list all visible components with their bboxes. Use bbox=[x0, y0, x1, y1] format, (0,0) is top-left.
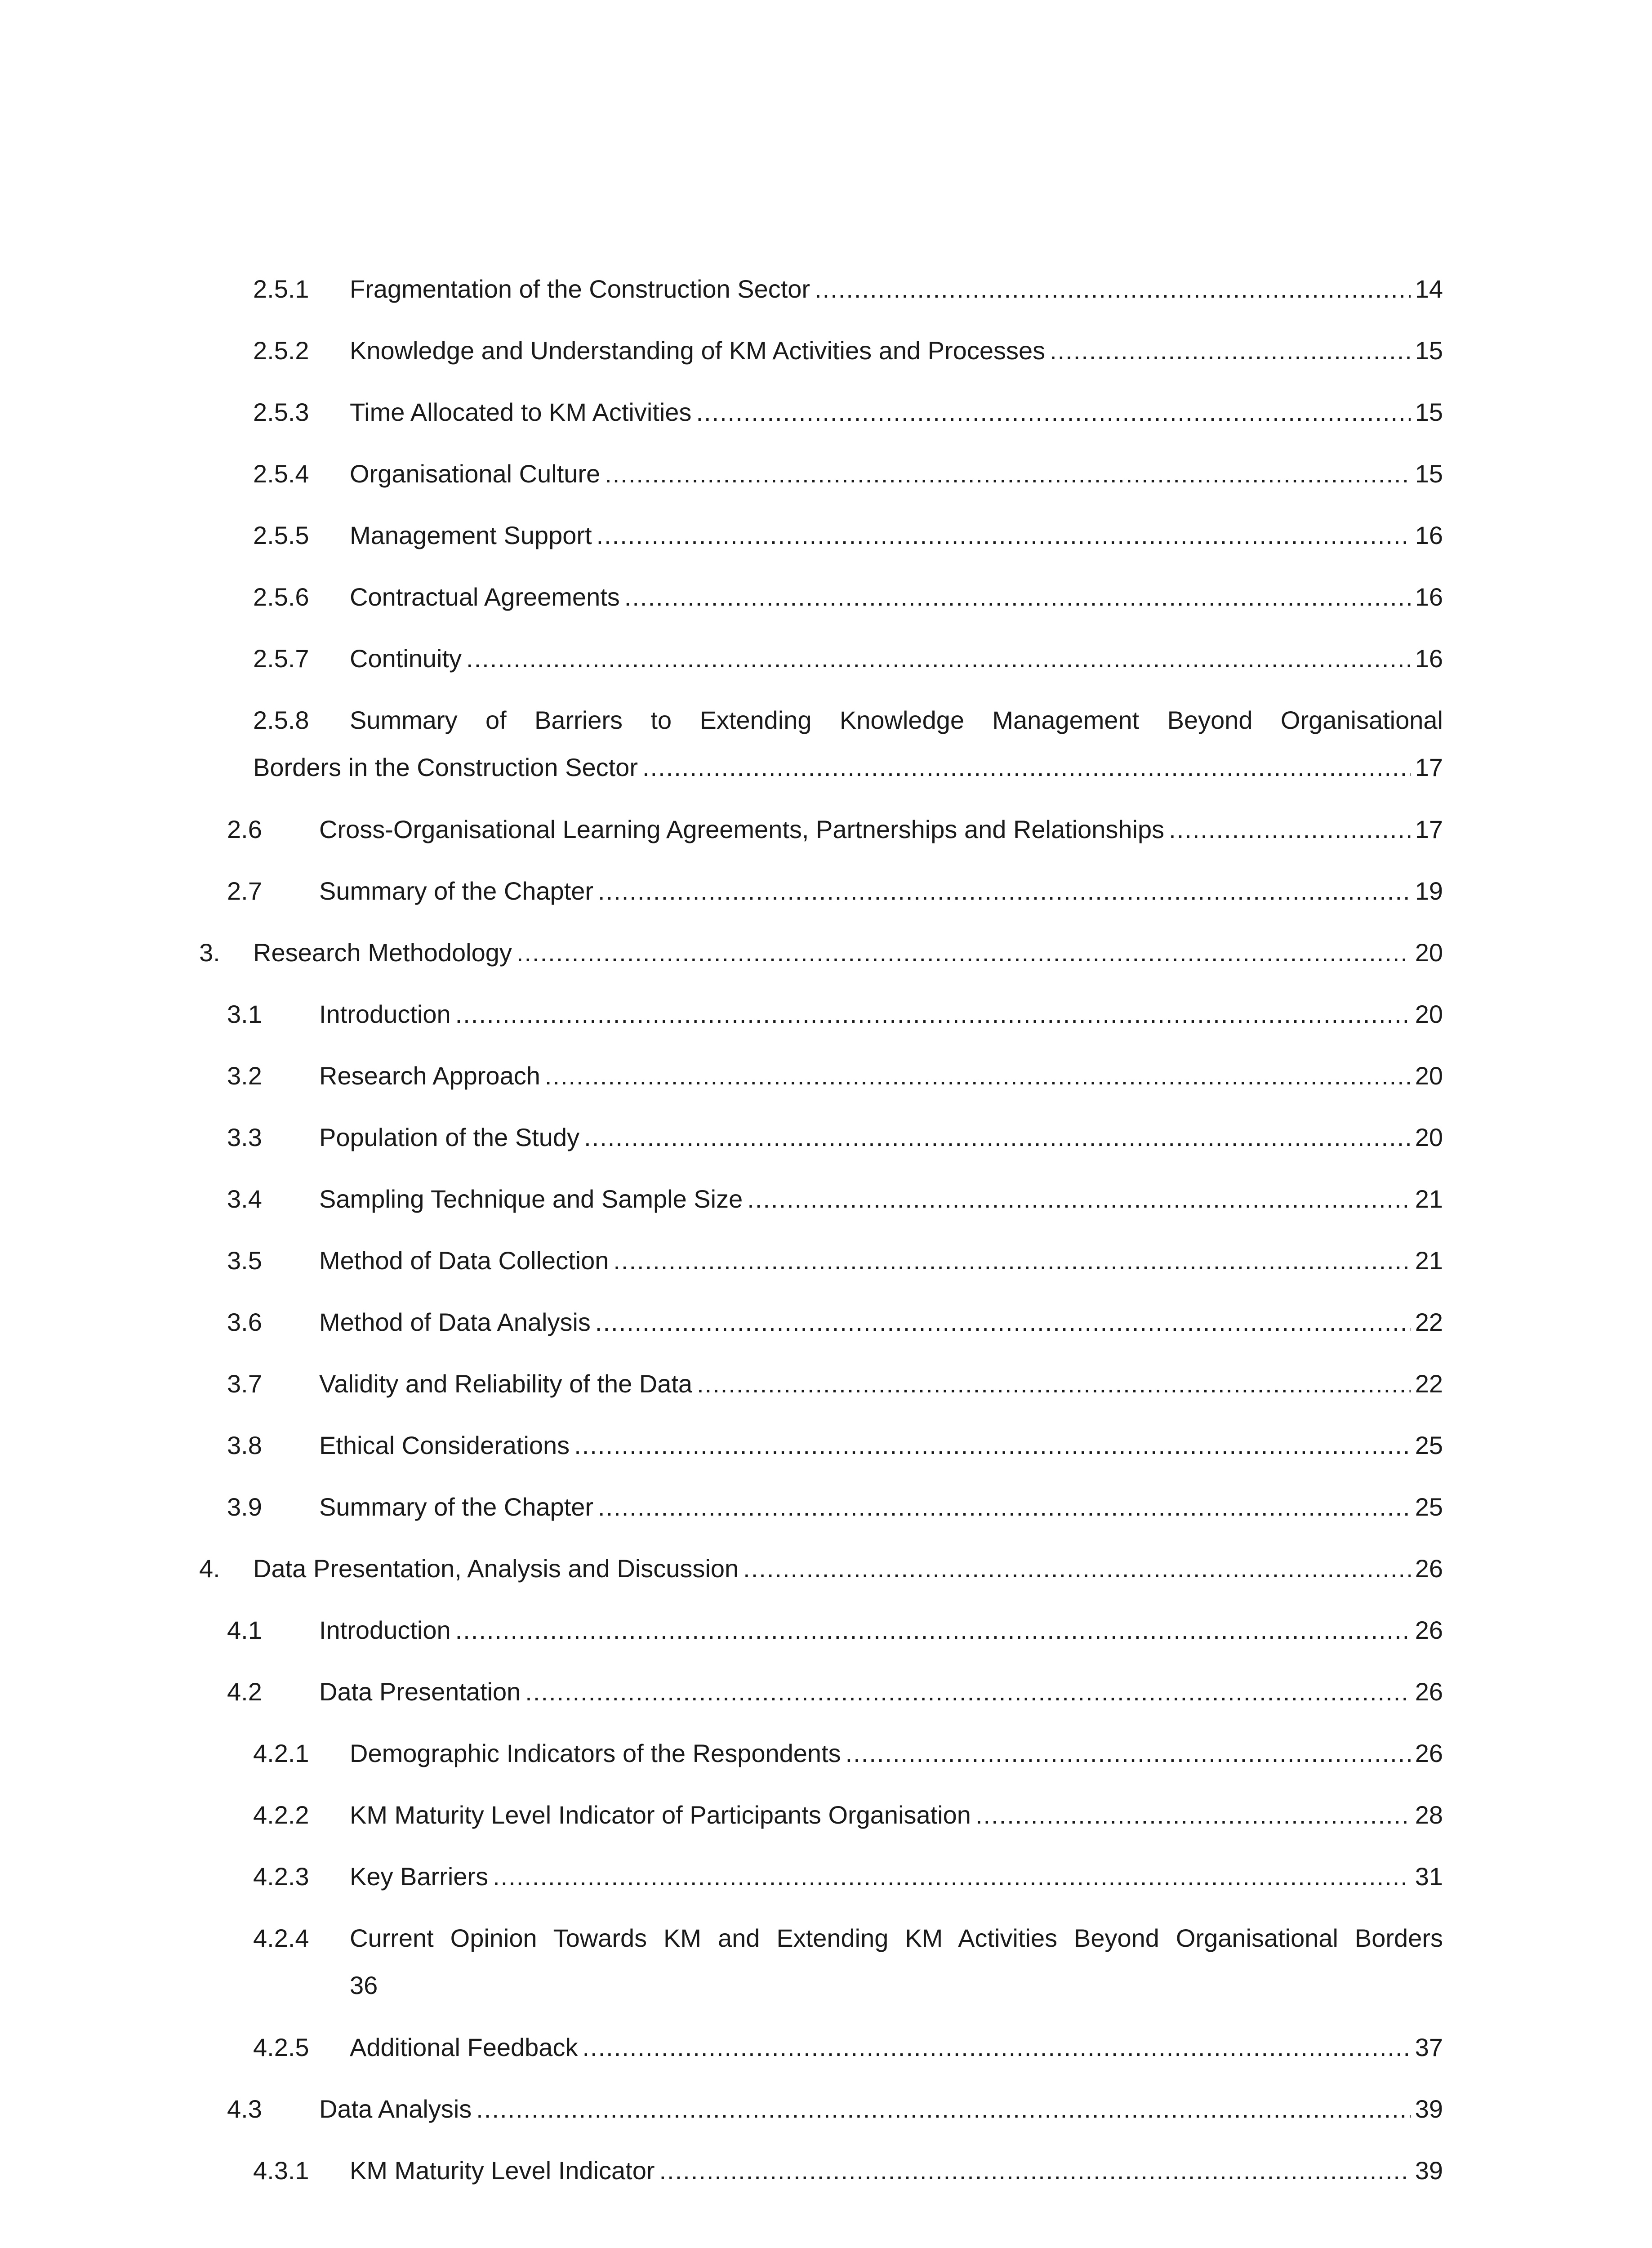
toc-entry-number: 2.5.2 bbox=[253, 336, 309, 365]
toc-entry-title-line1: Current Opinion Towards KM and Extending KM Activities Beyond Organisational Borders bbox=[350, 1924, 1443, 1952]
toc-entry-3-9[interactable] bbox=[227, 1494, 1443, 1548]
toc-entry-page: 16 bbox=[1415, 583, 1443, 611]
toc-entry-title: Contractual Agreements bbox=[350, 583, 620, 611]
toc-entry-number: 4.3.1 bbox=[253, 2156, 309, 2185]
toc-entry-number: 3. bbox=[199, 938, 220, 967]
toc-entry-number: 4.2.2 bbox=[253, 1801, 309, 1829]
toc-entry-4[interactable] bbox=[199, 1556, 1443, 1610]
toc-entry-3-5[interactable] bbox=[227, 1248, 1443, 1302]
dot-leader bbox=[545, 1063, 1411, 1088]
toc-entry-page: 26 bbox=[1415, 1739, 1443, 1767]
toc-entry-page: 25 bbox=[1415, 1493, 1443, 1521]
toc-entry-3-1[interactable] bbox=[227, 1002, 1443, 1056]
toc-entry-page: 15 bbox=[1415, 398, 1443, 426]
toc-entry-number: 2.5.8 bbox=[253, 706, 309, 734]
dot-leader bbox=[1169, 817, 1411, 842]
toc-entry-page: 22 bbox=[1415, 1369, 1443, 1398]
toc-entry-number: 4.1 bbox=[227, 1616, 262, 1644]
toc-entry-page: 21 bbox=[1415, 1185, 1443, 1213]
toc-entry-title: Ethical Considerations bbox=[319, 1431, 570, 1459]
toc-entry-title: Data Presentation bbox=[319, 1677, 521, 1706]
toc-entry-number: 4.3 bbox=[227, 2095, 262, 2123]
dot-leader bbox=[659, 2158, 1410, 2183]
toc-entry-title: Validity and Reliability of the Data bbox=[319, 1369, 693, 1398]
dot-leader bbox=[747, 1186, 1410, 1212]
toc-entry-title: Additional Feedback bbox=[350, 2033, 578, 2061]
toc-entry-3-8[interactable] bbox=[227, 1433, 1443, 1487]
toc-entry-title: Key Barriers bbox=[350, 1862, 489, 1891]
toc-entry-title: Introduction bbox=[319, 1616, 451, 1644]
toc-entry-4-3-1[interactable] bbox=[253, 2158, 1443, 2212]
toc-entry-title: Time Allocated to KM Activities bbox=[350, 398, 692, 426]
toc-entry-title: Population of the Study bbox=[319, 1123, 580, 1151]
toc-entry-number: 2.5.7 bbox=[253, 644, 309, 673]
toc-entry-number: 3.8 bbox=[227, 1431, 262, 1459]
toc-entry-number: 3.4 bbox=[227, 1185, 262, 1213]
toc-entry-3-2[interactable] bbox=[227, 1063, 1443, 1117]
toc-entry-page: 15 bbox=[1415, 459, 1443, 488]
dot-leader bbox=[697, 1371, 1411, 1396]
toc-entry-4-3[interactable] bbox=[227, 2096, 1443, 2150]
toc-entry-3[interactable] bbox=[199, 940, 1443, 994]
toc-entry-page: 17 bbox=[1415, 815, 1443, 843]
toc-entry-number: 4.2.3 bbox=[253, 1862, 309, 1891]
dot-leader bbox=[493, 1864, 1411, 1889]
toc-entry-3-7[interactable] bbox=[227, 1371, 1443, 1425]
toc-entry-title: Data Analysis bbox=[319, 2095, 472, 2123]
toc-entry-page: 39 bbox=[1415, 2095, 1443, 2123]
dot-leader bbox=[517, 940, 1411, 965]
toc-entry-title: Sampling Technique and Sample Size bbox=[319, 1185, 743, 1213]
toc-entry-number: 4. bbox=[199, 1554, 220, 1583]
toc-entry-page: 16 bbox=[1415, 521, 1443, 549]
dot-leader bbox=[574, 1433, 1411, 1458]
toc-entry-page: 26 bbox=[1415, 1554, 1443, 1583]
dot-leader bbox=[597, 523, 1411, 548]
toc-entry-title: Fragmentation of the Construction Sector bbox=[350, 275, 810, 303]
toc-entry-number: 2.5.5 bbox=[253, 521, 309, 549]
toc-entry-title: Summary of the Chapter bbox=[319, 1493, 594, 1521]
dot-leader bbox=[455, 1002, 1411, 1027]
toc-entry-2-5-8[interactable] bbox=[253, 708, 1443, 811]
toc-entry-number: 4.2.5 bbox=[253, 2033, 309, 2061]
toc-entry-2-5-7[interactable] bbox=[253, 646, 1443, 700]
dot-leader bbox=[624, 584, 1411, 610]
toc-entry-title: KM Maturity Level Indicator bbox=[350, 2156, 655, 2185]
toc-entry-4-2[interactable] bbox=[227, 1679, 1443, 1733]
dot-leader bbox=[1050, 338, 1411, 363]
toc-entry-number: 2.7 bbox=[227, 877, 262, 905]
toc-entry-number: 3.5 bbox=[227, 1246, 262, 1275]
toc-entry-number: 3.3 bbox=[227, 1123, 262, 1151]
toc-entry-page: 37 bbox=[1415, 2033, 1443, 2061]
dot-leader bbox=[815, 277, 1411, 302]
toc-entry-number: 2.6 bbox=[227, 815, 262, 843]
toc-entry-title-line2: Borders in the Construction Sector bbox=[253, 753, 638, 781]
dot-leader bbox=[455, 1618, 1411, 1643]
toc-entry-page: 25 bbox=[1415, 1431, 1443, 1459]
toc-entry-number: 3.7 bbox=[227, 1369, 262, 1398]
toc-entry-page: 26 bbox=[1415, 1677, 1443, 1706]
toc-entry-number: 4.2 bbox=[227, 1677, 262, 1706]
toc-entry-number: 3.6 bbox=[227, 1308, 262, 1336]
dot-leader bbox=[466, 646, 1411, 671]
toc-entry-title: Management Support bbox=[350, 521, 592, 549]
toc-entry-page: 21 bbox=[1415, 1246, 1443, 1275]
dot-leader bbox=[595, 1310, 1411, 1335]
dot-leader bbox=[613, 1248, 1410, 1273]
toc-entry-page: 36 bbox=[350, 1971, 378, 1999]
toc-entry-page: 20 bbox=[1415, 1062, 1443, 1090]
toc-entry-2-6[interactable] bbox=[227, 817, 1443, 871]
toc-entry-page: 15 bbox=[1415, 336, 1443, 365]
toc-entry-title: Summary of the Chapter bbox=[319, 877, 594, 905]
dot-leader bbox=[975, 1802, 1411, 1828]
toc-entry-page: 20 bbox=[1415, 938, 1443, 967]
toc-entry-4-2-4[interactable] bbox=[253, 1926, 1443, 2029]
toc-entry-2-5-1[interactable] bbox=[253, 277, 1443, 330]
toc-entry-3-6[interactable] bbox=[227, 1310, 1443, 1364]
toc-entry-page: 20 bbox=[1415, 1000, 1443, 1028]
toc-entry-title-line1: Summary of Barriers to Extending Knowledge Management Beyond Organisational bbox=[350, 706, 1443, 734]
dot-leader bbox=[476, 2096, 1410, 2122]
dot-leader bbox=[846, 1741, 1411, 1766]
toc-entry-4-2-1[interactable] bbox=[253, 1741, 1443, 1795]
toc-entry-3-3[interactable] bbox=[227, 1125, 1443, 1179]
toc-entry-title: Organisational Culture bbox=[350, 459, 601, 488]
toc-entry-2-5-2[interactable] bbox=[253, 338, 1443, 392]
toc-entry-4-2-5[interactable] bbox=[253, 2035, 1443, 2089]
dot-leader bbox=[605, 461, 1411, 486]
dot-leader bbox=[642, 755, 1411, 780]
toc-entry-2-5-6[interactable] bbox=[253, 584, 1443, 638]
dot-leader bbox=[696, 400, 1410, 425]
toc-entry-title: Cross-Organisational Learning Agreements, Partnerships and Relationships bbox=[319, 815, 1165, 843]
toc-entry-number: 3.1 bbox=[227, 1000, 262, 1028]
toc-entry-number: 4.2.4 bbox=[253, 1924, 309, 1952]
toc-entry-page: 26 bbox=[1415, 1616, 1443, 1644]
toc-entry-title: Method of Data Collection bbox=[319, 1246, 609, 1275]
toc-entry-page: 31 bbox=[1415, 1862, 1443, 1891]
toc-entry-2-7[interactable] bbox=[227, 879, 1443, 932]
toc-entry-number: 2.5.4 bbox=[253, 459, 309, 488]
toc-entry-number: 3.2 bbox=[227, 1062, 262, 1090]
toc-entry-number: 2.5.1 bbox=[253, 275, 309, 303]
toc-entry-title: Introduction bbox=[319, 1000, 451, 1028]
toc-entry-2-5-4[interactable] bbox=[253, 461, 1443, 515]
toc-entry-title: Method of Data Analysis bbox=[319, 1308, 591, 1336]
toc-entry-number: 2.5.3 bbox=[253, 398, 309, 426]
toc-entry-title: Research Methodology bbox=[253, 938, 512, 967]
toc-entry-page: 20 bbox=[1415, 1123, 1443, 1151]
toc-entry-3-4[interactable] bbox=[227, 1186, 1443, 1240]
toc-entry-page: 19 bbox=[1415, 877, 1443, 905]
toc-entry-4-2-3[interactable] bbox=[253, 1864, 1443, 1918]
toc-entry-4-2-2[interactable] bbox=[253, 1802, 1443, 1856]
toc-entry-number: 3.9 bbox=[227, 1493, 262, 1521]
toc-entry-title: Knowledge and Understanding of KM Activities and Processes bbox=[350, 336, 1046, 365]
toc-entry-page: 22 bbox=[1415, 1308, 1443, 1336]
dot-leader bbox=[598, 1494, 1411, 1520]
toc-entry-page: 14 bbox=[1415, 275, 1443, 303]
toc-entry-page: 16 bbox=[1415, 644, 1443, 673]
toc-entry-title: Data Presentation, Analysis and Discussion bbox=[253, 1554, 739, 1583]
dot-leader bbox=[743, 1556, 1411, 1581]
toc-entry-page: 17 bbox=[1415, 753, 1443, 781]
toc-entry-4-1[interactable] bbox=[227, 1618, 1443, 1672]
toc-entry-number: 4.2.1 bbox=[253, 1739, 309, 1767]
toc-entry-title: Research Approach bbox=[319, 1062, 540, 1090]
toc-entry-title: Demographic Indicators of the Respondents bbox=[350, 1739, 841, 1767]
dot-leader bbox=[525, 1679, 1410, 1704]
dot-leader bbox=[582, 2035, 1410, 2060]
dot-leader bbox=[598, 879, 1411, 904]
toc-entry-2-5-3[interactable] bbox=[253, 400, 1443, 454]
toc-entry-2-5-5[interactable] bbox=[253, 523, 1443, 577]
toc-entry-title: Continuity bbox=[350, 644, 462, 673]
toc-entry-number: 2.5.6 bbox=[253, 583, 309, 611]
toc-entry-title: KM Maturity Level Indicator of Participants Organisation bbox=[350, 1801, 971, 1829]
toc-entry-page: 28 bbox=[1415, 1801, 1443, 1829]
toc-entry-page: 39 bbox=[1415, 2156, 1443, 2185]
dot-leader bbox=[584, 1125, 1411, 1150]
